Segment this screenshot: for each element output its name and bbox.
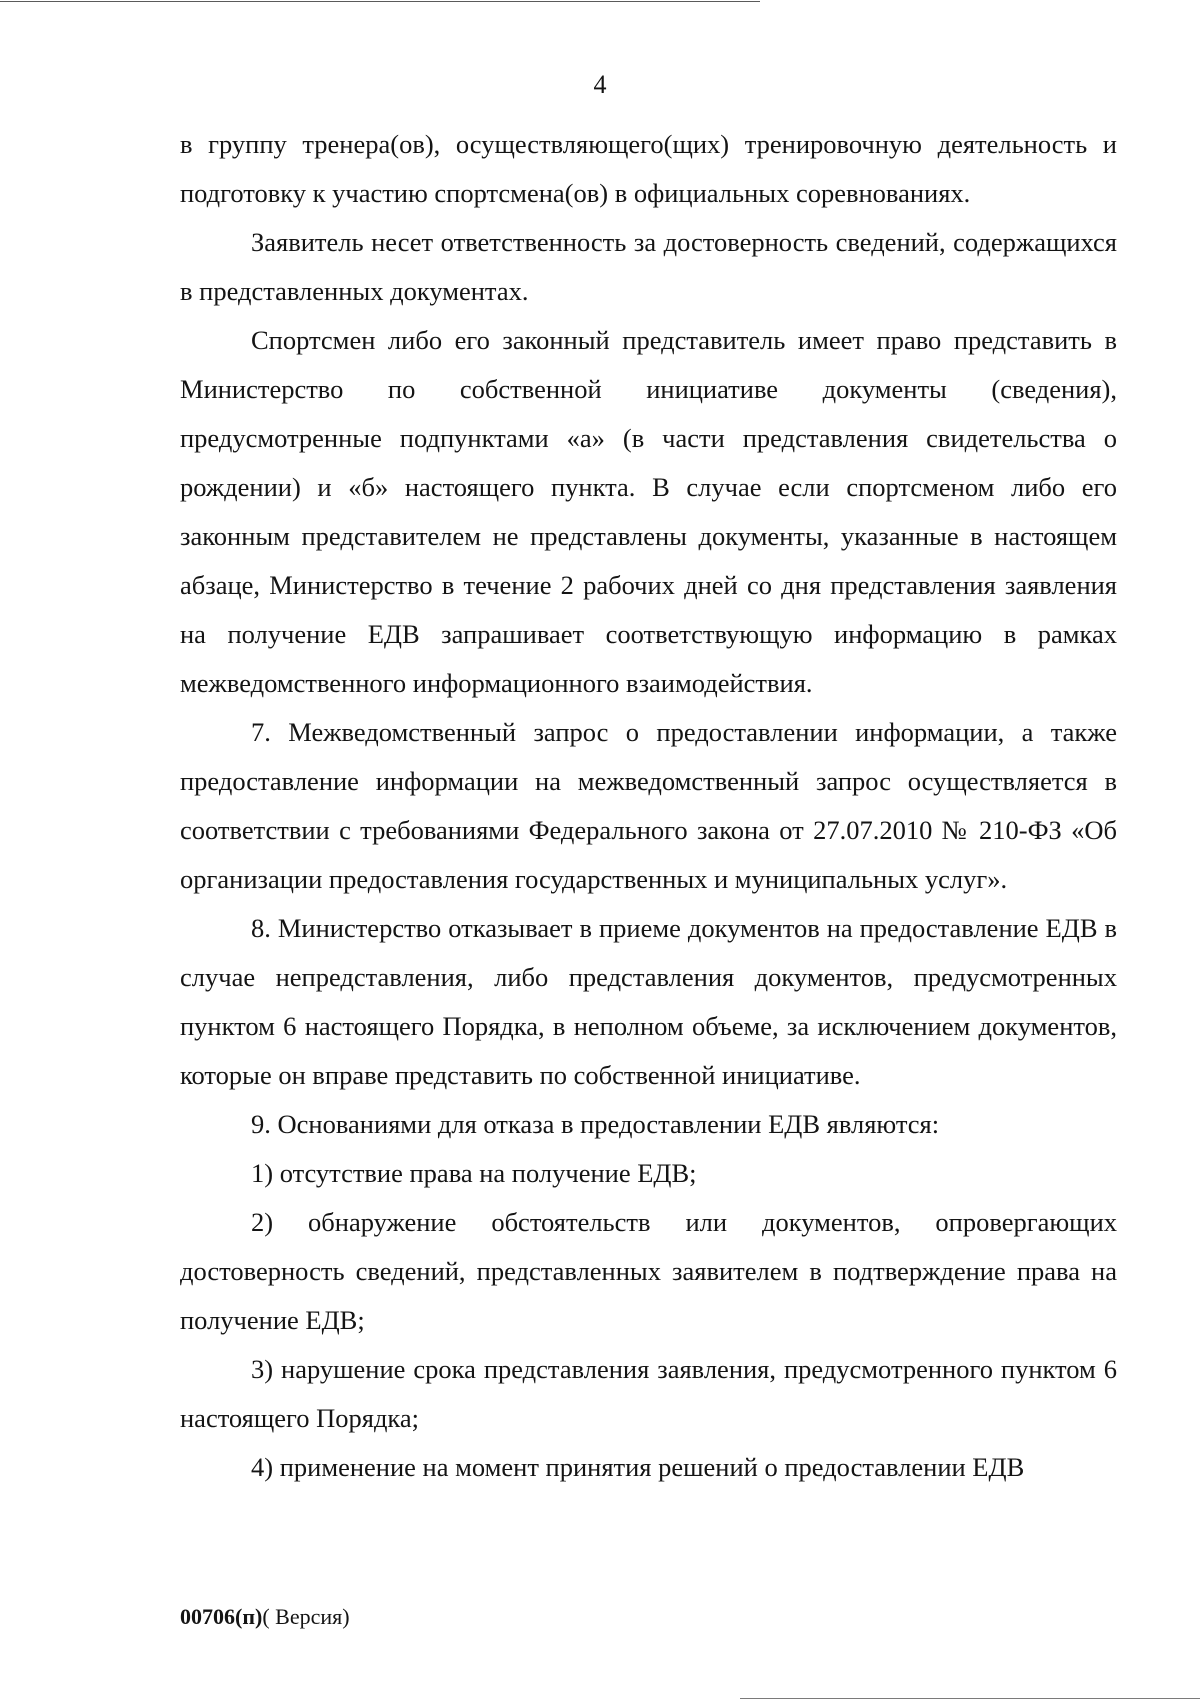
list-item-1: 1) отсутствие права на получение ЕДВ; <box>251 1158 697 1188</box>
document-footer <box>180 1602 350 1632</box>
page-number: 4 <box>593 70 607 99</box>
scan-edge-bottom <box>740 1698 1200 1699</box>
list-item-4: 4) применение на момент принятия решений о предоставлении ЕДВ <box>251 1452 1025 1482</box>
paragraph-continuation: в группу тренера(ов), осуществляющего(щих) тренировочную деятельность и подготовку к участию спортсмена(ов) в официальных соревнованиях. <box>180 129 1117 208</box>
paragraph-athlete-right: Спортсмен либо его законный представитель имеет право представить в Министерство по собственной инициативе документы (сведения), предусмотренные подпунктами «а» (в части представления свидетельства о рождении) и «б» настоящего пункта. В случае если спортсменом либо его законным представителем не представлены документы, указанные в настоящем абзаце, Министерство в течение 2 рабочих дней со дня представления заявления на получение ЕДВ запрашивает соответствующую информацию в рамках межведомственного информационного взаимодействия. <box>180 325 1117 698</box>
document-code: 00706(п) <box>180 1604 263 1629</box>
document-version: ( Версия) <box>262 1604 350 1629</box>
paragraph-item-8: 8. Министерство отказывает в приеме документов на предоставление ЕДВ в случае непредставления, либо представления документов, предусмотренных пунктом 6 настоящего Порядка, в неполном объеме, за исключением документов, которые он вправе представить по собственной инициативе. <box>180 913 1117 1090</box>
paragraph-item-9: 9. Основаниями для отказа в предоставлении ЕДВ являются: <box>251 1109 940 1139</box>
document-body <box>180 120 1117 1492</box>
paragraph-item-7: 7. Межведомственный запрос о предоставлении информации, а также предоставление информации на межведомственный запрос осуществляется в соответствии с требованиями Федерального закона от 27.07.2010 № 210-ФЗ «Об организации предоставления государственных и муниципальных услуг». <box>180 717 1117 894</box>
scan-edge-top <box>0 1 760 2</box>
paragraph-applicant-responsibility: Заявитель несет ответственность за достоверность сведений, содержащихся в представленных документах. <box>180 227 1117 306</box>
list-item-2: 2) обнаружение обстоятельств или документов, опровергающих достоверность сведений, представленных заявителем в подтверждение права на получение ЕДВ; <box>180 1207 1117 1335</box>
list-item-3: 3) нарушение срока представления заявления, предусмотренного пунктом 6 настоящего Порядка; <box>180 1354 1117 1433</box>
